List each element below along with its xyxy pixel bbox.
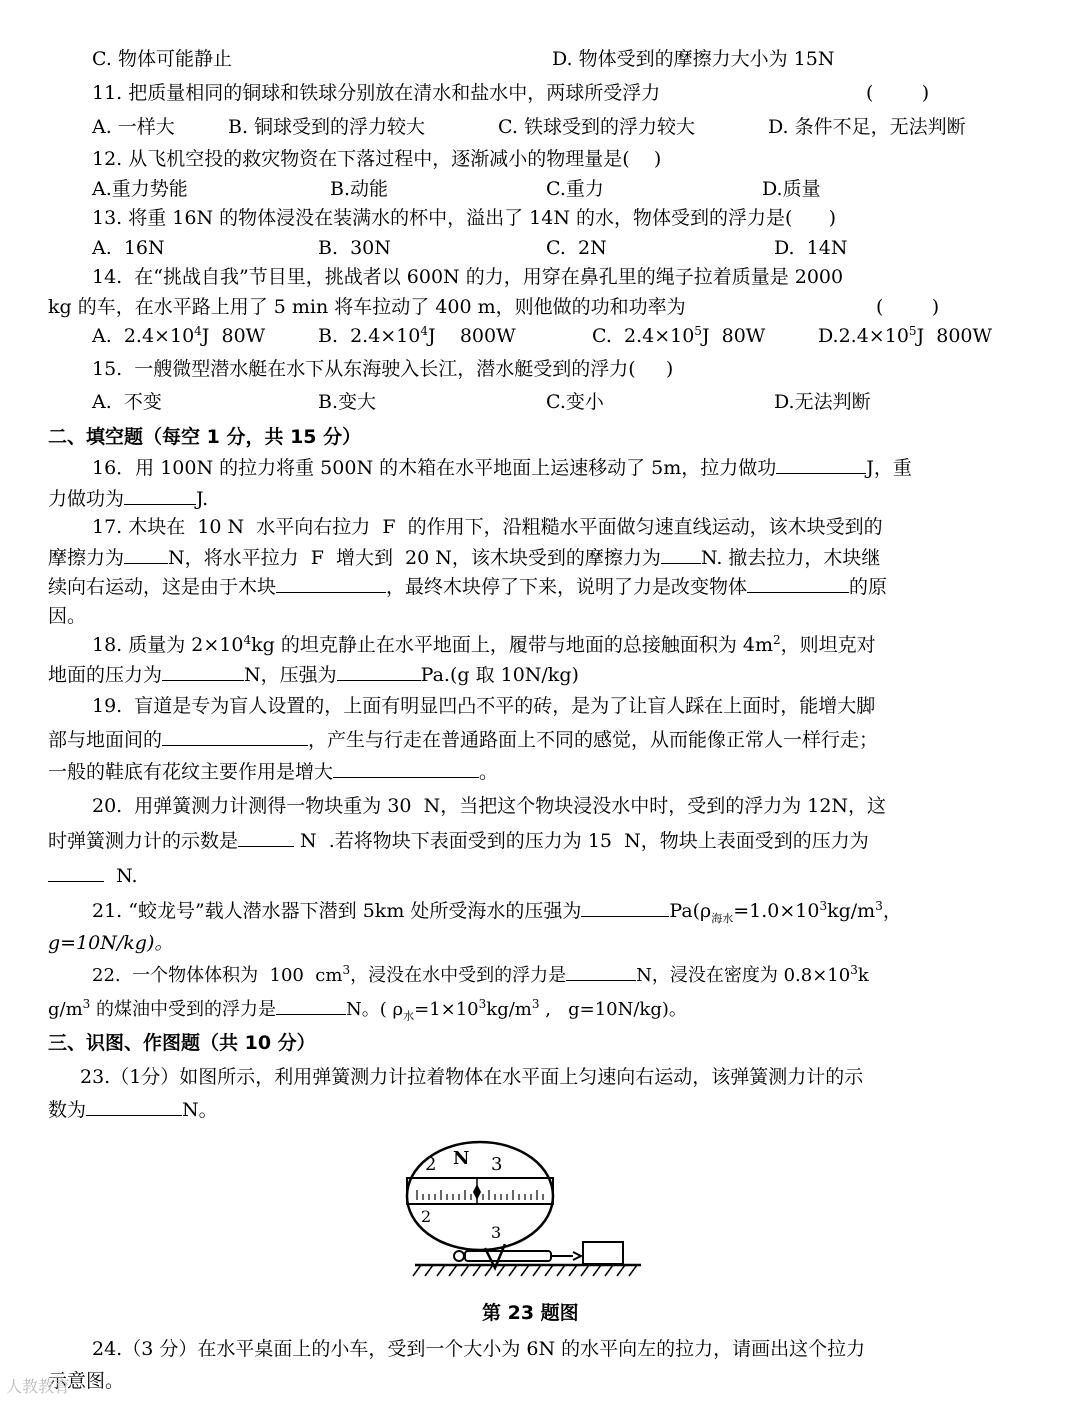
q15-option-c: C.变小 — [546, 391, 604, 413]
watermark: 人教教育 — [6, 1377, 71, 1396]
q23-line2: 数为 N。 — [48, 1099, 218, 1121]
fig-label-3-top: 3 — [491, 1154, 503, 1175]
q11-option-c: C. 铁球受到的浮力较大 — [498, 116, 695, 138]
q18-blank-1[interactable] — [162, 662, 244, 681]
q10-option-d: D. 物体受到的摩擦力大小为 15N — [552, 48, 835, 70]
q15-option-d: D.无法判断 — [774, 391, 871, 413]
fig-label-3-bottom: 3 — [491, 1223, 502, 1242]
q13-option-d: D. 14N — [774, 237, 848, 259]
q11-paren: ( ) — [866, 82, 930, 104]
q11-option-a: A. 一样大 — [92, 116, 175, 138]
q14-option-c: C. $2.4\times 10^5J$ 80W — [592, 324, 766, 347]
q23-line1: 23.（1分）如图所示，利用弹簧测力计拉着物体在水平面上匀速向右运动，该弹簧测力计的示 — [80, 1066, 864, 1088]
q22-line1: 22. 一个物体体积为 100 $cm^3$，浸没在水中受到的浮力是 N，浸没在密度为 $0.8\times 10^3k$ — [92, 963, 869, 986]
q12-stem: 12. 从飞机空投的救灾物资在下落过程中，逐渐减小的物理量是( ) — [92, 148, 662, 170]
q13-option-a: A. 16N — [92, 237, 165, 259]
figure-caption: 第 23 题图 — [482, 1302, 579, 1324]
q15-option-b: B.变大 — [318, 391, 377, 413]
block — [583, 1242, 623, 1264]
q20-blank-1[interactable] — [238, 828, 294, 847]
q24-line1: 24.（3 分）在水平桌面上的小车，受到一个大小为 6N 的水平向左的拉力，请画出这个拉力 — [92, 1338, 866, 1360]
q14-option-a: A. $2.4\times 10^4J$ 80W — [92, 324, 266, 347]
q11-stem: 11. 把质量相同的铜球和铁球分别放在清水和盐水中，两球所受浮力 — [92, 82, 661, 104]
fig-label-2-bottom: 2 — [421, 1207, 432, 1226]
q17-line1: 17. 木块在 10 N 水平向右拉力 F 的作用下，沿粗糙水平面做匀速直线运动，该木块受到的 — [92, 516, 883, 538]
q14-paren: ( ) — [876, 296, 940, 318]
q21-line2: g=10N/kg)。 — [48, 932, 174, 954]
q13-stem: 13. 将重 16N 的物体浸没在装满水的杯中，溢出了 14N 的水，物体受到的浮力是( ) — [92, 207, 837, 229]
q21-blank-1[interactable] — [581, 898, 669, 917]
q19-line1: 19. 盲道是专为盲人设置的，上面有明显凹凸不平的砖，是为了让盲人踩在上面时，能增大脚 — [92, 695, 876, 717]
q17-blank-4[interactable] — [747, 574, 849, 593]
q12-option-b: B.动能 — [330, 178, 389, 200]
q16-line2: 力做功为 J. — [48, 488, 209, 510]
q23-blank-1[interactable] — [86, 1097, 182, 1116]
section-3-heading: 三、识图、作图题（共 10 分） — [48, 1032, 316, 1054]
spring-scale-body — [454, 1251, 581, 1261]
q20-blank-2[interactable] — [48, 863, 104, 882]
q14-line1: 14. 在“挑战自我”节目里，挑战者以 600N 的力，用穿在鼻孔里的绳子拉着质量是 2000 — [92, 266, 844, 288]
q18-blank-2[interactable] — [337, 662, 421, 681]
q20-line1: 20. 用弹簧测力计测得一物块重为 30 N，当把这个物块浸没水中时，受到的浮力为 12N，这 — [92, 795, 887, 817]
q12-option-d: D.质量 — [762, 178, 821, 200]
q17-line3: 续向右运动，这是由于木块 ，最终木块停了下来，说明了力是改变物体 的原 — [48, 576, 888, 598]
q20-line2: 时弹簧测力计的示数是 N .若将物块下表面受到的压力为 15 N，物块上表面受到的压力为 — [48, 830, 869, 852]
q11-option-d: D. 条件不足，无法判断 — [768, 116, 966, 138]
q18-line1: 18. 质量为 $2\times 10^4kg$ 的坦克静止在水平地面上，履带与地面的总接触面积为 $4m^2$，则坦克对 — [92, 633, 876, 656]
fig-label-unit: N — [453, 1148, 470, 1169]
q22-blank-1[interactable] — [566, 962, 636, 981]
q16-blank-1[interactable] — [776, 455, 866, 474]
q17-blank-3[interactable] — [276, 574, 386, 593]
q12-option-a: A.重力势能 — [92, 178, 188, 200]
q14-option-b: B. $2.4\times 10^4J$ 800W — [318, 324, 516, 347]
q12-option-c: C.重力 — [546, 178, 604, 200]
q20-line3: N. — [48, 863, 138, 889]
q13-option-b: B. 30N — [318, 237, 391, 259]
q21-line1: 21. “蛟龙号”载人潜水器下潜到 5km 处所受海水的压强为 $Pa(\rho_{海水}=1.0\times 10^3kg/m^3$， — [92, 899, 902, 925]
q15-option-a: A. 不变 — [92, 391, 162, 413]
ground-hatching — [413, 1265, 637, 1276]
q14-line2: kg 的车，在水平路上用了 5 min 将车拉动了 400 m，则他做的功和功率为 — [48, 296, 686, 318]
q18-line2: 地面的压力为 N，压强为 Pa.(g 取 10N/kg) — [48, 664, 579, 686]
q17-line4: 因。 — [48, 605, 87, 627]
q17-blank-2[interactable] — [661, 545, 701, 564]
q19-line2: 部与地面间的 ，产生与行走在普通路面上不同的感觉，从而能像正常人一样行走； — [48, 729, 879, 751]
spring-scale-figure — [405, 1140, 645, 1288]
q19-line3: 一般的鞋底有花纹主要作用是增大 。 — [48, 761, 499, 783]
q22-blank-2[interactable] — [276, 996, 346, 1015]
q10-option-c: C. 物体可能静止 — [92, 48, 232, 70]
q17-line2: 摩擦力为 N，将水平拉力 F 增大到 20 N，该木块受到的摩擦力为 N. 撤去拉力，木块继 — [48, 547, 881, 569]
fig-label-2-top: 2 — [425, 1154, 437, 1175]
q19-blank-1[interactable] — [162, 727, 308, 746]
q22-line2: $g/m^3$ 的煤油中受到的浮力是 N。( $\rho_水=1\times 10^3kg/m^3$ , g=10N/kg)。 — [48, 997, 687, 1023]
q11-option-b: B. 铜球受到的浮力较大 — [228, 116, 426, 138]
q14-option-d: $D.2.4\times 10^5J$ 800W — [818, 324, 993, 347]
q16-blank-2[interactable] — [124, 486, 196, 505]
q15-stem: 15. 一艘微型潜水艇在水下从东海驶入长江，潜水艇受到的浮力( ) — [92, 358, 674, 380]
q16-line1: 16．用 100N 的拉力将重 500N 的木箱在水平地面上运速移动了 5m，拉力做功 J，重 — [92, 457, 912, 479]
q13-option-c: C. 2N — [546, 237, 607, 259]
q19-blank-2[interactable] — [333, 759, 479, 778]
q17-blank-1[interactable] — [124, 545, 168, 564]
q24-line2: 示意图。 — [48, 1370, 125, 1392]
section-2-heading: 二、填空题（每空 1 分，共 15 分） — [48, 426, 362, 448]
